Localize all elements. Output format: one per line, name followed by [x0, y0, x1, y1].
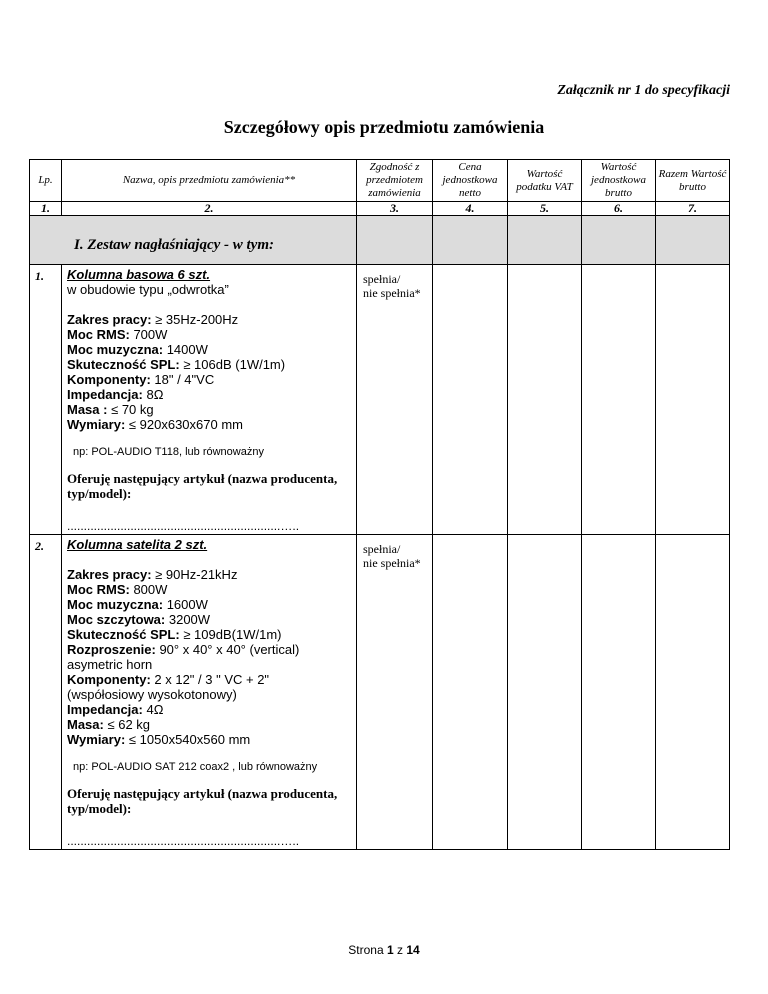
- section-empty-cell: [508, 216, 582, 265]
- param-line: [67, 732, 312, 747]
- param-label: Komponenty:: [67, 672, 151, 687]
- param-value: 18" / 4"VC: [150, 372, 215, 387]
- vat-cell: [508, 265, 582, 535]
- param-label: Skuteczność SPL:: [67, 627, 180, 642]
- param-label: Masa:: [67, 717, 104, 732]
- param-label: Komponenty:: [67, 372, 151, 387]
- param-value: 8Ω: [142, 387, 164, 402]
- param-line: [67, 387, 351, 402]
- col-number-3: 3.: [357, 202, 433, 216]
- table-row: [30, 265, 730, 535]
- param-label: Impedancja:: [67, 387, 143, 402]
- item-params: [67, 312, 351, 432]
- item-number: 1.: [30, 265, 62, 535]
- item-description: [62, 265, 357, 535]
- section-empty-cell: [357, 216, 433, 265]
- param-label: Zakres pracy:: [67, 567, 152, 582]
- param-line: [67, 597, 312, 612]
- param-label: Moc RMS:: [67, 582, 130, 597]
- section-empty-cell: [582, 216, 656, 265]
- vat-cell: [508, 535, 582, 850]
- section-row: [30, 216, 730, 265]
- param-label: Impedancja:: [67, 702, 143, 717]
- param-line: [67, 717, 312, 732]
- param-line: [67, 327, 351, 342]
- param-value: 90° x 40° x 40° (vertical) asymetric horn: [67, 642, 300, 672]
- col-number-4: 4.: [433, 202, 508, 216]
- param-line: [67, 582, 312, 597]
- price-cell: [433, 535, 508, 850]
- section-empty-cell: [656, 216, 730, 265]
- param-line: [67, 357, 351, 372]
- param-value: ≥ 106dB (1W/1m): [179, 357, 286, 372]
- param-line: [67, 702, 312, 717]
- param-value: ≥ 90Hz-21kHz: [151, 567, 238, 582]
- compliance-text: spełnia/ nie spełnia*: [363, 542, 421, 570]
- param-label: Masa :: [67, 402, 108, 417]
- item-subtitle: w obudowie typu „odwrotka”: [67, 282, 229, 297]
- offer-fill-line: ................................................................…..: [67, 519, 300, 533]
- param-label: Moc RMS:: [67, 327, 130, 342]
- item-example: np: POL-AUDIO SAT 212 coax2 , lub równoważny: [73, 761, 318, 773]
- param-label: Wymiary:: [67, 732, 126, 747]
- param-line: [67, 672, 312, 702]
- compliance-cell: [357, 265, 433, 535]
- total-gross-cell: [656, 535, 730, 850]
- col-header-unit-gross: Wartość jednostkowa brutto: [582, 160, 656, 202]
- col-header-compliance: Zgodność z przedmiotem zamówienia: [357, 160, 433, 202]
- col-header-vat: Wartość podatku VAT: [508, 160, 582, 202]
- param-line: [67, 342, 351, 357]
- param-value: ≥ 109dB(1W/1m): [179, 627, 282, 642]
- footer-prefix: Strona: [348, 943, 387, 957]
- col-header-name: Nazwa, opis przedmiotu zamówienia**: [62, 160, 357, 202]
- unit-gross-cell: [582, 535, 656, 850]
- param-value: ≥ 35Hz-200Hz: [151, 312, 239, 327]
- document-title: Szczegółowy opis przedmiotu zamówienia: [223, 117, 545, 137]
- param-line: [67, 312, 351, 327]
- col-header-total-gross: Razem Wartość brutto: [656, 160, 730, 202]
- param-value: 4Ω: [142, 702, 164, 717]
- param-line: [67, 567, 312, 582]
- param-label: Zakres pracy:: [67, 312, 152, 327]
- header-row: [30, 160, 730, 202]
- param-label: Moc muzyczna:: [67, 342, 164, 357]
- col-number-5: 5.: [508, 202, 582, 216]
- param-line: [67, 612, 312, 627]
- param-value: 1400W: [163, 342, 208, 357]
- param-line: [67, 402, 351, 417]
- column-number-row: [30, 202, 730, 216]
- unit-gross-cell: [582, 265, 656, 535]
- col-number-6: 6.: [582, 202, 656, 216]
- param-value: ≤ 70 kg: [107, 402, 154, 417]
- param-line: [67, 417, 351, 432]
- param-line: [67, 627, 312, 642]
- footer-separator: z: [393, 943, 407, 957]
- price-cell: [433, 265, 508, 535]
- param-value: 3200W: [165, 612, 211, 627]
- table-row: [30, 535, 730, 850]
- param-value: 800W: [129, 582, 168, 597]
- param-value: ≤ 920x630x670 mm: [125, 417, 243, 432]
- item-description: [62, 535, 357, 850]
- col-number-7: 7.: [656, 202, 730, 216]
- page-footer: [0, 943, 768, 957]
- footer-page-total: 14: [406, 943, 420, 957]
- col-number-1: 1.: [30, 202, 62, 216]
- param-value: 1600W: [163, 597, 208, 612]
- param-value: 2 x 12" / 3 " VC + 2" (współosiowy wysokotonowy): [67, 672, 270, 702]
- param-line: [67, 642, 312, 672]
- section-title: I. Zestaw nagłaśniający - w tym:: [74, 237, 274, 253]
- specification-table: [29, 159, 730, 850]
- param-label: Skuteczność SPL:: [67, 357, 180, 372]
- item-name: Kolumna basowa 6 szt.: [67, 267, 211, 282]
- item-example: np: POL-AUDIO T118, lub równoważny: [73, 446, 264, 458]
- footer-page-number: 1: [386, 943, 394, 957]
- param-value: ≤ 1050x540x560 mm: [125, 732, 251, 747]
- annex-label: Załącznik nr 1 do specyfikacji: [557, 83, 730, 98]
- param-value: ≤ 62 kg: [103, 717, 151, 732]
- param-label: Moc szczytowa:: [67, 612, 166, 627]
- section-empty-cell: [433, 216, 508, 265]
- compliance-text: spełnia/ nie spełnia*: [363, 272, 421, 300]
- item-params: [67, 567, 312, 747]
- param-line: [67, 372, 351, 387]
- col-header-unit-price: Cena jednostkowa netto: [433, 160, 508, 202]
- offer-label: Oferuję następujący artykuł (nazwa producenta, typ/model):: [67, 786, 338, 816]
- offer-fill-line: ................................................................…..: [67, 834, 300, 848]
- offer-label: Oferuję następujący artykuł (nazwa producenta, typ/model):: [67, 471, 338, 501]
- col-header-lp: Lp.: [30, 160, 62, 202]
- section-cell: [30, 216, 357, 265]
- col-number-2: 2.: [62, 202, 357, 216]
- total-gross-cell: [656, 265, 730, 535]
- param-label: Moc muzyczna:: [67, 597, 164, 612]
- compliance-cell: [357, 535, 433, 850]
- param-label: Wymiary:: [67, 417, 126, 432]
- param-value: 700W: [129, 327, 168, 342]
- item-number: 2.: [30, 535, 62, 850]
- param-label: Rozproszenie:: [67, 642, 156, 657]
- item-name: Kolumna satelita 2 szt.: [67, 537, 208, 552]
